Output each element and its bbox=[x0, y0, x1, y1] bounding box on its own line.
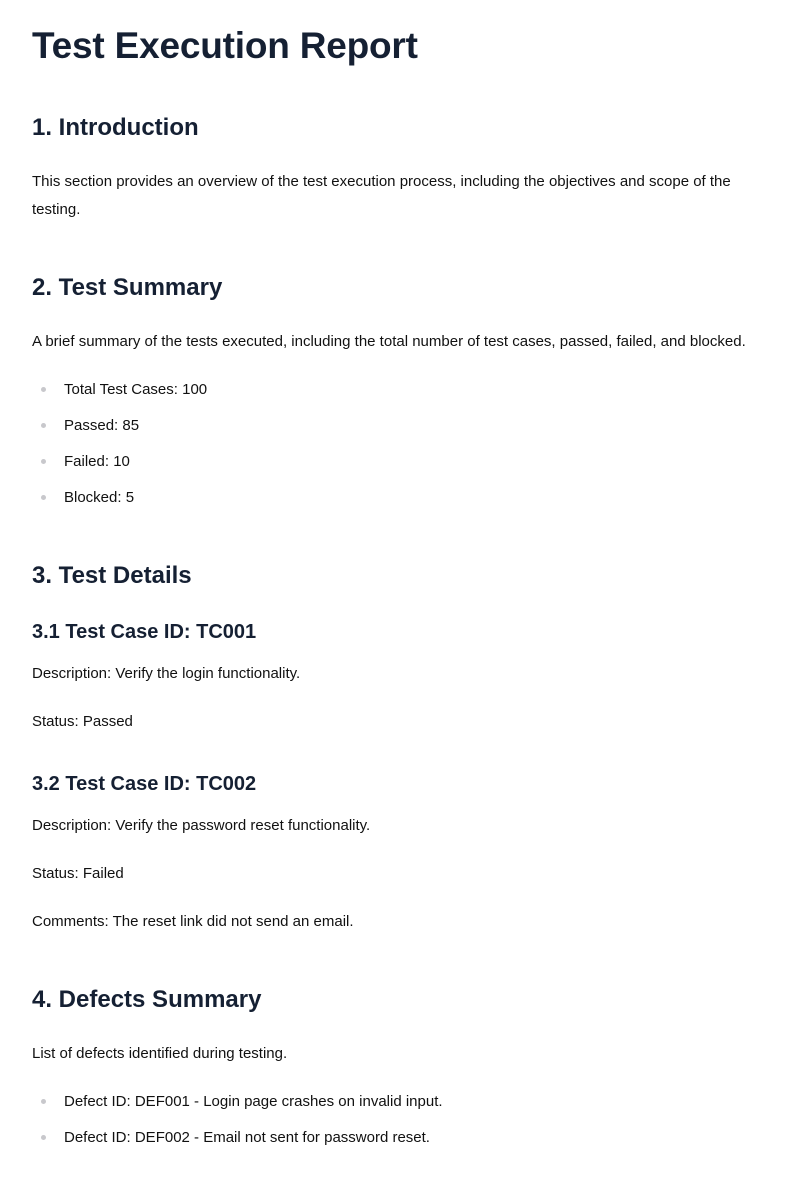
section-heading-introduction: 1. Introduction bbox=[32, 114, 199, 141]
defects-list bbox=[32, 1084, 443, 1156]
test-case-heading-tc001: 3.1 Test Case ID: TC001 bbox=[32, 621, 257, 643]
defects-summary-text: List of defects identified during testing. bbox=[32, 1045, 288, 1062]
list-item-text: Defect ID: DEF001 - Login page crashes on invalid input. bbox=[64, 1093, 443, 1110]
test-case-heading-tc002: 3.2 Test Case ID: TC002 bbox=[32, 773, 257, 795]
section-heading-test-summary: 2. Test Summary bbox=[32, 274, 223, 301]
test-case-description-tc002: Description: Verify the password reset functionality. bbox=[32, 817, 371, 834]
test-summary-text: A brief summary of the tests executed, including the total number of test cases, passed, failed, and blocked. bbox=[32, 333, 746, 350]
bullet-icon bbox=[41, 495, 46, 500]
test-summary-list bbox=[32, 372, 207, 516]
section-heading-test-details: 3. Test Details bbox=[32, 562, 192, 589]
bullet-icon bbox=[41, 459, 46, 464]
test-case-comments-tc002: Comments: The reset link did not send an email. bbox=[32, 913, 354, 930]
bullet-icon bbox=[41, 423, 46, 428]
bullet-icon bbox=[41, 1099, 46, 1104]
list-item-text: Defect ID: DEF002 - Email not sent for password reset. bbox=[64, 1129, 430, 1146]
list-item bbox=[32, 408, 207, 444]
bullet-icon bbox=[41, 1135, 46, 1140]
list-item-text: Total Test Cases: 100 bbox=[64, 381, 208, 398]
test-case-status-tc001: Status: Passed bbox=[32, 713, 133, 730]
list-item bbox=[32, 372, 207, 408]
section-heading-defects-summary: 4. Defects Summary bbox=[32, 986, 262, 1013]
list-item bbox=[32, 444, 207, 480]
list-item-text: Blocked: 5 bbox=[64, 489, 135, 506]
list-item-text: Passed: 85 bbox=[64, 417, 140, 434]
list-item bbox=[32, 1120, 443, 1156]
page-title: Test Execution Report bbox=[32, 25, 418, 66]
list-item bbox=[32, 1084, 443, 1120]
bullet-icon bbox=[41, 387, 46, 392]
list-item bbox=[32, 480, 207, 516]
list-item-text: Failed: 10 bbox=[64, 453, 130, 470]
test-case-status-tc002: Status: Failed bbox=[32, 865, 124, 882]
test-case-description-tc001: Description: Verify the login functionality. bbox=[32, 665, 301, 682]
introduction-text: This section provides an overview of the test execution process, including the objectives and scope of the testing. bbox=[32, 173, 731, 218]
